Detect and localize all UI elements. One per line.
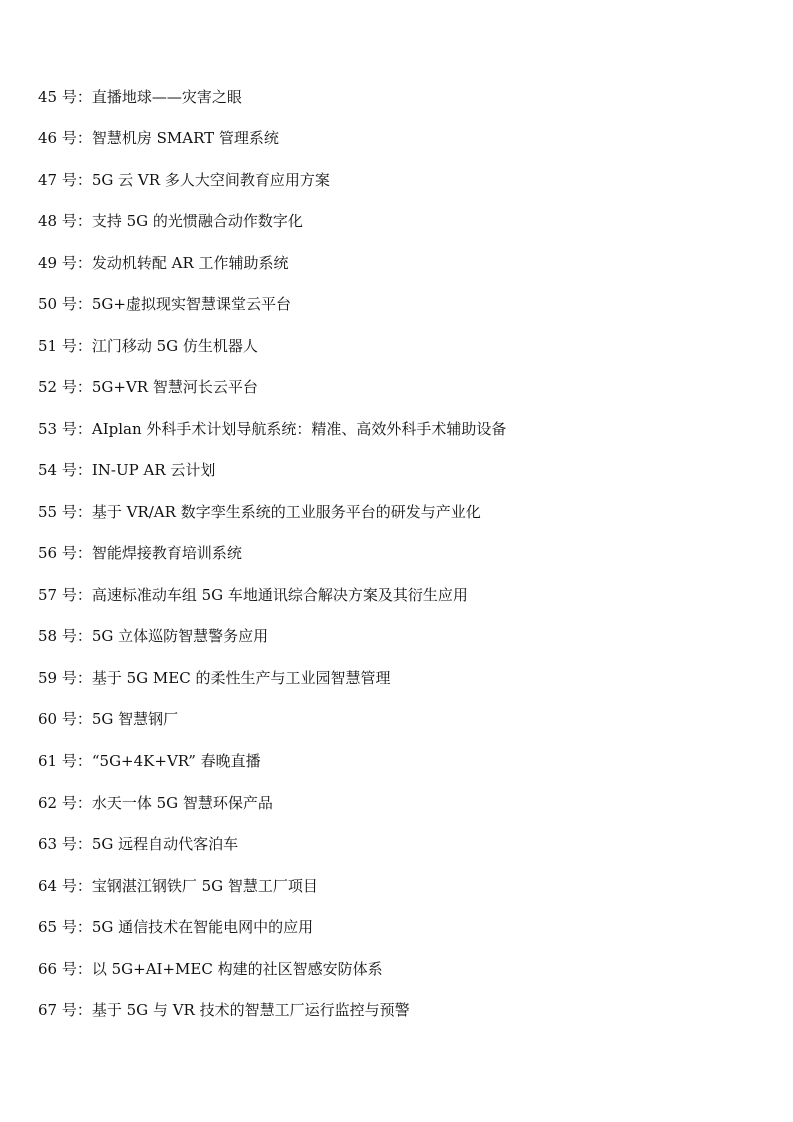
entry-number: 55 号： xyxy=(38,503,92,521)
entry-number: 65 号： xyxy=(38,918,92,936)
entry-number: 52 号： xyxy=(38,378,92,396)
entry-number: 61 号： xyxy=(38,752,92,770)
list-item xyxy=(38,791,273,815)
list-item xyxy=(38,541,242,565)
list-item xyxy=(38,251,289,275)
list-item xyxy=(38,874,318,898)
list-item xyxy=(38,417,506,441)
entry-number: 49 号： xyxy=(38,254,92,272)
entry-number: 66 号： xyxy=(38,960,92,978)
list-item xyxy=(38,85,242,109)
list-item xyxy=(38,666,390,690)
entry-number: 60 号： xyxy=(38,710,92,728)
entry-number: 64 号： xyxy=(38,877,92,895)
list-item xyxy=(38,998,410,1022)
entry-title: 5G+VR 智慧河长云平台 xyxy=(91,378,258,396)
list-item xyxy=(38,915,313,939)
entry-title: IN-UP AR 云计划 xyxy=(91,461,216,479)
entry-number: 56 号： xyxy=(38,544,92,562)
entry-title: 宝钢湛江钢铁厂 5G 智慧工厂项目 xyxy=(91,877,318,895)
entry-title: 江门移动 5G 仿生机器人 xyxy=(91,337,258,355)
entry-number: 58 号： xyxy=(38,627,92,645)
entry-number: 53 号： xyxy=(38,420,92,438)
entry-title: 基于 5G MEC 的柔性生产与工业园智慧管理 xyxy=(91,669,391,687)
entry-number: 67 号： xyxy=(38,1001,92,1019)
entry-title: 智慧机房 SMART 管理系统 xyxy=(91,129,279,147)
entry-title: 基于 5G 与 VR 技术的智慧工厂运行监控与预警 xyxy=(91,1001,410,1019)
list-item xyxy=(38,707,178,731)
entry-number: 50 号： xyxy=(38,295,92,313)
entry-title: 直播地球——灾害之眼 xyxy=(91,88,242,106)
entry-title: 智能焊接教育培训系统 xyxy=(91,544,242,562)
entry-number: 57 号： xyxy=(38,586,92,604)
list-item xyxy=(38,334,258,358)
list-item xyxy=(38,832,238,856)
entry-title: 以 5G+AI+MEC 构建的社区智感安防体系 xyxy=(91,960,383,978)
entry-number: 46 号： xyxy=(38,129,92,147)
entry-title: 高速标准动车组 5G 车地通讯综合解决方案及其衍生应用 xyxy=(91,586,468,604)
entry-title: 5G 立体巡防智慧警务应用 xyxy=(91,627,269,645)
entry-title: 水天一体 5G 智慧环保产品 xyxy=(91,794,273,812)
list-item xyxy=(38,375,258,399)
entry-number: 54 号： xyxy=(38,461,92,479)
list-item xyxy=(38,624,268,648)
entry-title: 5G 通信技术在智能电网中的应用 xyxy=(91,918,314,936)
entry-title: AIplan 外科手术计划导航系统：精准、高效外科手术辅助设备 xyxy=(91,420,507,438)
entry-number: 62 号： xyxy=(38,794,92,812)
list-item xyxy=(38,500,481,524)
entry-title: 5G+虚拟现实智慧课堂云平台 xyxy=(91,295,291,313)
list-item xyxy=(38,292,291,316)
list-item xyxy=(38,168,330,192)
entry-title: 发动机转配 AR 工作辅助系统 xyxy=(91,254,289,272)
list-item xyxy=(38,749,261,773)
list-item xyxy=(38,126,279,150)
entry-title: 5G 远程自动代客泊车 xyxy=(91,835,239,853)
entry-title: “5G+4K+VR” 春晚直播 xyxy=(91,752,261,770)
list-item xyxy=(38,957,383,981)
entry-title: 支持 5G 的光惯融合动作数字化 xyxy=(91,212,303,230)
entry-number: 48 号： xyxy=(38,212,92,230)
list-item xyxy=(38,209,303,233)
list-item xyxy=(38,458,215,482)
entry-number: 47 号： xyxy=(38,171,92,189)
entry-title: 5G 智慧钢厂 xyxy=(91,710,179,728)
entry-title: 5G 云 VR 多人大空间教育应用方案 xyxy=(91,171,330,189)
entry-number: 59 号： xyxy=(38,669,92,687)
entry-number: 45 号： xyxy=(38,88,92,106)
list-item xyxy=(38,583,468,607)
entry-title: 基于 VR/AR 数字孪生系统的工业服务平台的研发与产业化 xyxy=(91,503,481,521)
entry-number: 63 号： xyxy=(38,835,92,853)
entry-number: 51 号： xyxy=(38,337,92,355)
